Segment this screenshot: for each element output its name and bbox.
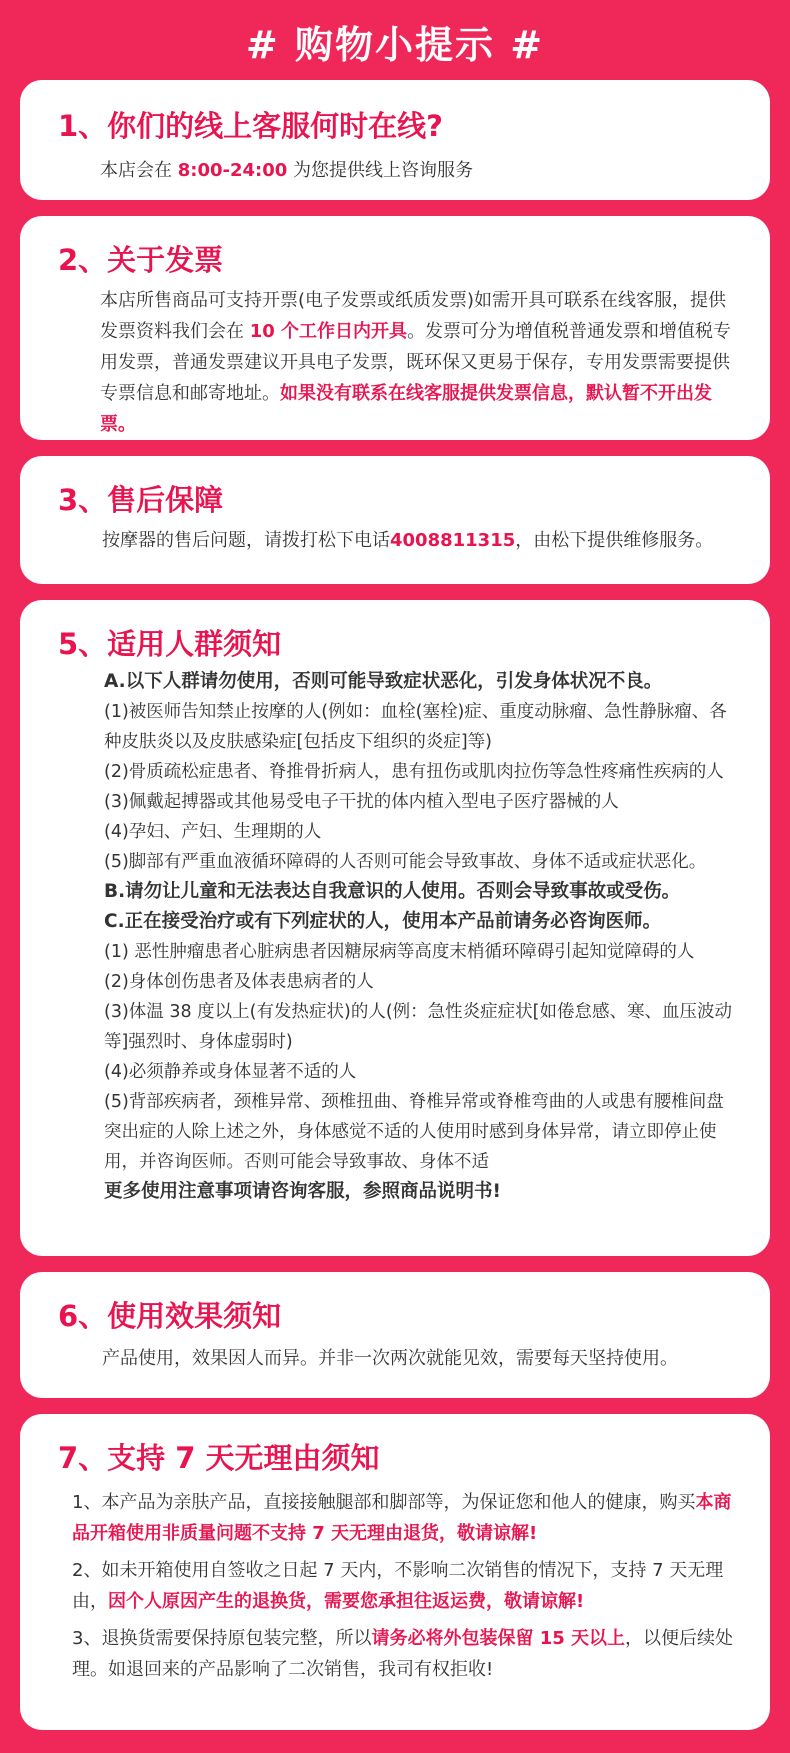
section-text: 产品使用，效果因人而异。并非一次两次就能见效，需要每天坚持使用。: [102, 1348, 678, 1369]
list-item: (4)必须静养或身体显著不适的人: [104, 1062, 357, 1082]
section-heading: 5、适用人群须知: [58, 627, 282, 661]
list-item: (3)体温 38 度以上(有发热症状)的人(例：急性炎症症状[如倦怠感、寒、血压波动等]强烈时、身体虚弱时): [104, 1002, 732, 1052]
list-item: (5)脚部有严重血液循环障碍的人否则可能会导致事故、身体不适或症状恶化。: [104, 852, 707, 872]
section-applicable-people: [20, 600, 770, 1256]
section-customer-service: [20, 80, 770, 200]
text-pre: 本店会在: [100, 160, 178, 181]
invoice-warning: 如果没有联系在线客服提供发票信息，默认暂不开出发票。: [100, 383, 712, 435]
text-part: ，以便后续处理。如退回来的产品影响了二次销售，我司有权拒收!: [72, 1628, 734, 1680]
more-info-note: 更多使用注意事项请咨询客服，参照商品说明书!: [104, 1181, 501, 1202]
text-part: 3、退换货需要保持原包装完整，所以: [72, 1628, 372, 1649]
group-b-heading: B.请勿让儿童和无法表达自我意识的人使用。否则会导致事故或受伤。: [104, 881, 681, 902]
policy-item-3: [58, 1623, 740, 1685]
section-invoice: [20, 216, 770, 440]
list-item: (2)身体创伤患者及体表患病者的人: [104, 972, 374, 992]
list-item: (1) 恶性肿瘤患者心脏病患者因糖尿病等高度末梢循环障碍引起知觉障碍的人: [104, 942, 695, 962]
text-part: 。发票可分为增值税普通发票和增值税专用发票，普通发票建议开具电子发票，既环保又更易于保存，专用发票需要提供专票信息和邮寄地址。: [100, 321, 732, 404]
invoice-text: [58, 285, 740, 440]
text-pre: 按摩器的售后问题，请拨打松下电话: [102, 530, 390, 551]
policy-warning: 本商品开箱使用非质量问题不支持 7 天无理由退货，敬请谅解!: [72, 1492, 732, 1544]
policy-item-1: [58, 1487, 740, 1549]
list-item: (3)佩戴起搏器或其他易受电子干扰的体内植入型电子医疗器械的人: [104, 792, 619, 812]
group-c-heading: C.正在接受治疗或有下列症状的人，使用本产品前请务必咨询医师。: [104, 911, 662, 932]
text-part: 1、本产品为亲肤产品，直接接触腿部和脚部等，为保证您和他人的健康，购买: [72, 1492, 696, 1513]
section-after-sales: [20, 456, 770, 584]
list-item: (2)骨质疏松症患者、脊推骨折病人，患有扭伤或肌肉拉伤等急性疼痛性疾病的人: [104, 762, 724, 782]
list-item: (5)背部疾病者，颈椎异常、颈椎扭曲、脊椎异常或脊椎弯曲的人或患有腰椎间盘突出症的人除上述之外，身体感觉不适的人使用时感到身体异常，请立即停止使用，并咨询医师。否则可能会导致事故、身体不适: [104, 1092, 724, 1172]
policy-warning: 请务必将外包装保留 15 天以上: [371, 1628, 626, 1649]
section-heading: 7、支持 7 天无理由须知: [58, 1441, 380, 1475]
section-heading: 3、售后保障: [58, 483, 224, 517]
section-text: [58, 525, 740, 556]
section-text: [58, 155, 740, 186]
service-hours: 8:00-24:00: [177, 160, 288, 181]
section-heading: 6、使用效果须知: [58, 1299, 282, 1333]
policy-item-2: [58, 1555, 740, 1617]
page-title: # 购物小提示 #: [245, 23, 545, 67]
text-post: 为您提供线上咨询服务: [287, 160, 474, 181]
group-a-heading: A.以下人群请勿使用，否则可能导致症状恶化，引发身体状况不良。: [104, 671, 663, 692]
section-heading: 1、你们的线上客服何时在线?: [58, 109, 444, 143]
service-phone: 4008811315: [390, 530, 516, 551]
list-item: (4)孕妇、产妇、生理期的人: [104, 822, 322, 842]
policy-warning: 因个人原因产生的退换货，需要您承担往返运费，敬请谅解!: [108, 1591, 585, 1612]
list-item: (1)被医师告知禁止按摩的人(例如：血栓(塞栓)症、重度动脉瘤、急性静脉瘤、各种皮肤炎以及皮肤感染症[包括皮下组织的炎症]等): [104, 702, 727, 752]
invoice-deadline: 10 个工作日内开具: [249, 321, 408, 342]
text-part: 2、如未开箱使用自签收之日起 7 天内，不影响二次销售的情况下，支持 7 天无理由，: [72, 1560, 724, 1612]
section-return-policy: [20, 1414, 770, 1730]
section-effect-notice: [20, 1272, 770, 1398]
text-post: ，由松下提供维修服务。: [515, 530, 714, 551]
text-part: 本店所售商品可支持开票(电子发票或纸质发票)如需开具可联系在线客服，提供发票资料我们会在: [100, 290, 727, 342]
section-heading: 2、关于发票: [58, 243, 224, 277]
